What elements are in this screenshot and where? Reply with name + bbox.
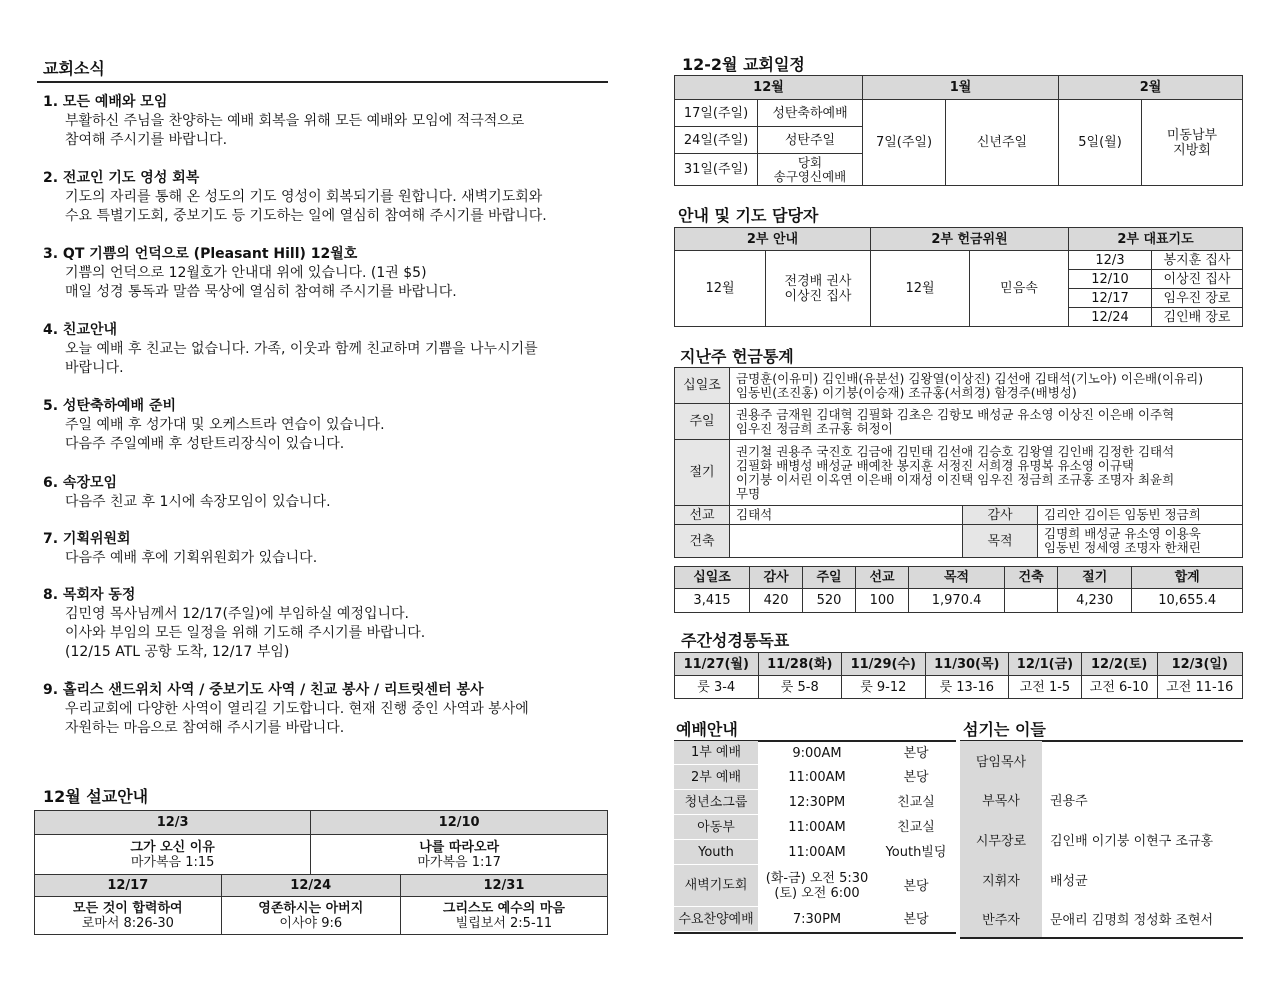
news-item: [43, 93, 603, 150]
service-row: [674, 741, 956, 765]
sermon-name: 영존하시는 아버지: [258, 900, 364, 916]
servant-row: [960, 779, 1243, 819]
service-time: 12:30PM: [788, 795, 846, 810]
schedule-event-line: 당회: [797, 154, 823, 170]
reading-chapter: 룻 13-16: [925, 676, 1009, 699]
sermon-verse: 이사야 9:6: [279, 915, 343, 931]
prayer-name: 김인배 장로: [1152, 308, 1243, 327]
servant-row: [960, 741, 1243, 779]
summary-header: 건축: [1005, 567, 1058, 589]
servant-row: [960, 819, 1243, 859]
news-item-title: 5. 성탄축하예배 준비: [43, 398, 176, 414]
duty-header: 2부 헌금위원: [871, 228, 1069, 251]
news-item-line: 참여해 주시기를 바랍니다.: [65, 132, 228, 148]
summary-value: [1005, 589, 1058, 613]
schedule-event-line: 미동남부: [1166, 127, 1218, 143]
news-item-title: 1. 모든 예배와 모임: [43, 94, 168, 110]
reading-day: 11/29(수): [842, 653, 926, 676]
service-name: 2부 예배: [674, 765, 758, 790]
offering-line: 임우진 정금희 조규홍 허정이: [736, 420, 893, 436]
reading-day: 12/3(일): [1157, 653, 1243, 676]
news-item-line: 수요 특별기도회, 중보기도 등 기도하는 일에 열심히 참여해 주시기를 바랍니다.: [65, 208, 547, 224]
reading-chapter: 고전 11-16: [1157, 676, 1243, 699]
reading-day: 11/28(화): [758, 653, 842, 676]
summary-value: 1,970.4: [909, 589, 1005, 613]
sermon-date: 12/31: [400, 875, 607, 897]
news-item-title: 3. QT 기쁨의 언덕으로 (Pleasant Hill) 12월호: [43, 246, 358, 262]
servant-row: [960, 859, 1243, 899]
service-time: 9:00AM: [792, 745, 842, 761]
offering-names: [730, 440, 1243, 506]
offering-names: [730, 368, 1243, 404]
news-item: [43, 321, 603, 378]
news-item-line: 자원하는 마음으로 참여해 주시기를 바랍니다.: [65, 720, 345, 736]
schedule-event: 성탄축하예배: [758, 100, 863, 127]
reading-chapter: 룻 9-12: [842, 676, 926, 699]
schedule-event: [1142, 100, 1243, 186]
summary-header: 십일조: [675, 567, 750, 589]
service-time: 11:00AM: [788, 770, 846, 785]
offering-line: 금명훈(이유미) 김인배(유분선) 김왕열(이상진) 김선애 김태석(기노아) 이은배(이유리): [736, 370, 1204, 386]
reading-day: 12/2(토): [1081, 653, 1157, 676]
duty-month: 12월: [675, 251, 766, 327]
news-item: [43, 397, 603, 454]
service-row: [674, 840, 956, 865]
reading-day: 12/1(금): [1009, 653, 1082, 676]
schedule-table: [674, 75, 1243, 186]
services-title: 예배안내: [676, 720, 738, 739]
sermon-date: 12/3: [35, 811, 311, 835]
schedule-event-line: 송구영신예배: [773, 168, 847, 184]
servants-title: 섬기는 이들: [963, 720, 1046, 739]
offering-label: 십일조: [675, 368, 730, 404]
service-place: 친교실: [897, 820, 935, 835]
offering-line: 임동빈 정세영 조명자 한채린: [1044, 540, 1201, 555]
schedule-event: 신년주일: [946, 100, 1059, 186]
service-name: 1부 예배: [674, 741, 758, 765]
offering-label: 건축: [675, 525, 730, 558]
news-item: [43, 474, 603, 512]
servant-names: 문애리 김명희 정성화 조현서: [1050, 912, 1214, 928]
news-item-title: 7. 기획위원회: [43, 531, 131, 547]
schedule-date: 24일(주일): [675, 127, 758, 154]
news-item-line: 우리교회에 다양한 사역이 열리길 기도합니다. 현재 진행 중인 사역과 봉사에: [65, 701, 529, 717]
summary-value: 100: [856, 589, 909, 613]
sermon-cell: [221, 897, 400, 935]
service-name: 청년소그룹: [674, 790, 758, 815]
service-place: 본당: [903, 745, 929, 761]
service-row: [674, 907, 956, 932]
servant-role: 반주자: [960, 899, 1042, 937]
prayer-name: 이상진 집사: [1152, 270, 1243, 289]
summary-value: 3,415: [675, 589, 750, 613]
news-item-line: 김민영 목사님께서 12/17(주일)에 부임하실 예정입니다.: [65, 606, 409, 622]
servant-role: 지휘자: [960, 859, 1042, 899]
news-item-line: 이사와 부임의 모든 일정을 위해 기도해 주시기를 바랍니다.: [65, 625, 426, 641]
service-time: [758, 865, 876, 907]
offering-summary-table: [674, 566, 1243, 613]
summary-value: 420: [750, 589, 803, 613]
offering-line: 김명희 배성균 유소영 이용욱: [1044, 526, 1201, 541]
news-item: [43, 681, 603, 738]
service-name: Youth: [674, 840, 758, 865]
sermon-cell: [311, 835, 608, 875]
offering-names: [1038, 525, 1243, 558]
summary-header: 선교: [856, 567, 909, 589]
offering-line: 권기철 권용주 국진호 김금애 김민태 김선애 김승호 김왕열 김인배 김정한 김태석: [736, 443, 1175, 459]
service-place: 본당: [903, 878, 929, 894]
news-title-rule: [37, 81, 608, 83]
news-item-line: 주일 예배 후 성가대 및 오케스트라 연습이 있습니다.: [65, 417, 385, 433]
offering-names: 김태석: [730, 506, 963, 525]
sermon-cell: [35, 897, 222, 935]
summary-header: 합계: [1132, 567, 1243, 589]
services-table: [674, 741, 956, 934]
sermon-name: 그리스도 예수의 마음: [442, 900, 565, 916]
summary-value: 10,655.4: [1132, 589, 1243, 613]
servants-table: [960, 741, 1243, 939]
service-place: 본당: [903, 912, 929, 927]
news-item: [43, 169, 603, 226]
schedule-month: 12월: [675, 76, 863, 100]
schedule-date: 17일(주일): [675, 100, 758, 127]
news-item-title: 9. 홀리스 샌드위치 사역 / 중보기도 사역 / 친교 봉사 / 리트릿센터 봉사: [43, 682, 484, 698]
duty-offering-group: 믿음속: [970, 251, 1069, 327]
news-item-title: 6. 속장모임: [43, 475, 118, 491]
news-item-title: 8. 목회자 동정: [43, 587, 136, 603]
sermon-cell: [35, 835, 311, 875]
reading-title: 주간성경통독표: [681, 631, 790, 650]
offering-names: [730, 525, 963, 558]
schedule-event-line: 지방회: [1173, 142, 1211, 158]
offering-label: 절기: [675, 440, 730, 506]
servant-role: 부목사: [960, 779, 1042, 819]
offering-title: 지난주 헌금통계: [680, 347, 794, 366]
sermon-cell: [400, 897, 607, 935]
news-item-line: 다음주 주일예배 후 성탄트리장식이 있습니다.: [65, 436, 345, 452]
duty-guide-name: 이상진 집사: [784, 288, 852, 304]
servant-role: 담임목사: [960, 741, 1042, 779]
news-item-line: 매일 성경 통독과 말씀 묵상에 열심히 참여해 주시기를 바랍니다.: [65, 284, 457, 300]
duty-month: 12월: [871, 251, 970, 327]
sermon-name: 그가 오신 이유: [130, 839, 215, 855]
news-item-line: 바랍니다.: [65, 360, 124, 376]
schedule-date: 31일(주일): [675, 154, 758, 186]
service-time: 11:00AM: [788, 820, 846, 835]
summary-header: 목적: [909, 567, 1005, 589]
news-item-line: (12/15 ATL 공항 도착, 12/17 부임): [65, 644, 290, 660]
services-bottom-rule: [674, 932, 956, 934]
offering-line: 무명: [736, 485, 761, 501]
news-item-line: 다음주 예배 후에 기획위원회가 있습니다.: [65, 550, 318, 566]
reading-chapter: 룻 3-4: [675, 676, 759, 699]
news-item-line: 오늘 예배 후 친교는 없습니다. 가족, 이웃과 함께 친교하며 기쁨을 나누시기를: [65, 341, 538, 357]
duty-title: 안내 및 기도 담당자: [678, 206, 819, 225]
reading-chapter: 고전 1-5: [1009, 676, 1082, 699]
offering-label: 선교: [675, 506, 730, 525]
offering-label: 감사: [963, 506, 1038, 525]
reading-chapter: 룻 5-8: [758, 676, 842, 699]
schedule-month: 2월: [1059, 76, 1243, 100]
duty-guide-names: [766, 251, 871, 327]
reading-table: [674, 652, 1243, 699]
sermon-name: 나를 따라오라: [419, 839, 500, 855]
offering-table: [674, 367, 1243, 558]
prayer-date: 12/17: [1069, 289, 1152, 308]
servant-names: 김인배 이기붕 이현구 조규홍: [1050, 833, 1214, 849]
news-item-line: 기쁨의 언덕으로 12월호가 안내대 위에 있습니다. (1권 $5): [65, 265, 427, 281]
sermon-date: 12/10: [311, 811, 608, 835]
news-item-line: 부활하신 주님을 찬양하는 예배 회복을 위해 모든 예배와 모임에 적극적으로: [65, 113, 525, 129]
prayer-date: 12/3: [1069, 251, 1152, 270]
news-item-line: 다음주 친교 후 1시에 속장모임이 있습니다.: [65, 494, 331, 510]
offering-label: 목적: [963, 525, 1038, 558]
reading-day: 11/30(목): [925, 653, 1009, 676]
servant-names: 권용주: [1050, 793, 1088, 809]
service-row: [674, 865, 956, 907]
service-time: 11:00AM: [788, 845, 846, 860]
reading-chapter: 고전 6-10: [1081, 676, 1157, 699]
duty-table: [674, 227, 1243, 327]
prayer-name: 임우진 장로: [1152, 289, 1243, 308]
service-time-line: (화-금) 오전 5:30: [765, 871, 869, 886]
offering-line: 임동빈(조진홍) 이기붕(이승재) 조규홍(서희경) 함경주(배병성): [736, 384, 1077, 400]
offering-line: 김필화 배병성 배성균 배예찬 봉지훈 서정진 서희경 유명복 유소영 이규택: [736, 457, 1135, 473]
sermon-table: [34, 810, 608, 935]
service-place: 친교실: [897, 795, 935, 810]
sermon-verse: 마가복음 1:17: [417, 854, 501, 870]
servant-names: 배성균: [1050, 873, 1088, 889]
sermon-name: 모든 것이 합력하여: [73, 900, 183, 916]
service-row: [674, 765, 956, 790]
servants-bottom-rule: [960, 937, 1243, 939]
news-item: [43, 530, 603, 568]
service-time: 7:30PM: [792, 912, 842, 927]
service-time-line: (토) 오전 6:00: [774, 886, 860, 901]
schedule-date: 5일(월): [1059, 100, 1142, 186]
schedule-event: 성탄주일: [758, 127, 863, 154]
offering-line: 이기붕 이서린 이옥연 이은배 이재성 이진택 임우진 정금희 조규홍 조명자 최윤희: [736, 471, 1175, 487]
schedule-title: 12-2월 교회일정: [682, 55, 805, 74]
news-item: [43, 586, 603, 662]
news-item: [43, 245, 603, 302]
sermon-title: 12월 설교안내: [43, 787, 149, 806]
prayer-name: 봉지훈 집사: [1152, 251, 1243, 270]
duty-header: 2부 대표기도: [1069, 228, 1243, 251]
schedule-date: 7일(주일): [863, 100, 946, 186]
servant-row: [960, 899, 1243, 937]
service-row: [674, 815, 956, 840]
duty-header: 2부 안내: [675, 228, 871, 251]
service-place: Youth빌딩: [885, 845, 947, 860]
news-item-line: 기도의 자리를 통해 온 성도의 기도 영성이 회복되기를 원합니다. 새벽기도회와: [65, 189, 543, 205]
sermon-date: 12/17: [35, 875, 222, 897]
schedule-month: 1월: [863, 76, 1059, 100]
offering-names: [730, 404, 1243, 440]
offering-line: 권용주 금재원 김대혁 김필화 김초은 김항모 배성균 유소영 이상진 이은배 이주혁: [736, 406, 1175, 422]
summary-header: 절기: [1058, 567, 1132, 589]
sermon-verse: 마가복음 1:15: [130, 854, 215, 870]
sermon-verse: 로마서 8:26-30: [81, 915, 174, 931]
sermon-date: 12/24: [221, 875, 400, 897]
duty-guide-name: 전경배 권사: [784, 273, 852, 289]
service-name: 아동부: [674, 815, 758, 840]
offering-label: 주일: [675, 404, 730, 440]
service-name: 수요찬양예배: [674, 907, 758, 932]
reading-day: 11/27(월): [675, 653, 759, 676]
sermon-verse: 빌립보서 2:5-11: [455, 915, 553, 931]
service-place: 본당: [903, 770, 929, 785]
news-title: 교회소식: [43, 59, 105, 78]
news-item-title: 4. 친교안내: [43, 322, 118, 338]
offering-names: 김리안 김이든 임동빈 정금희: [1038, 506, 1243, 525]
news-item-title: 2. 전교인 기도 영성 회복: [43, 170, 200, 186]
prayer-date: 12/24: [1069, 308, 1152, 327]
summary-value: 4,230: [1058, 589, 1132, 613]
servant-role: 시무장로: [960, 819, 1042, 859]
service-row: [674, 790, 956, 815]
summary-header: 감사: [750, 567, 803, 589]
summary-value: 520: [803, 589, 856, 613]
schedule-event: [758, 154, 863, 186]
prayer-date: 12/10: [1069, 270, 1152, 289]
service-name: 새벽기도회: [674, 865, 758, 907]
summary-header: 주일: [803, 567, 856, 589]
servant-names: [1042, 741, 1243, 779]
